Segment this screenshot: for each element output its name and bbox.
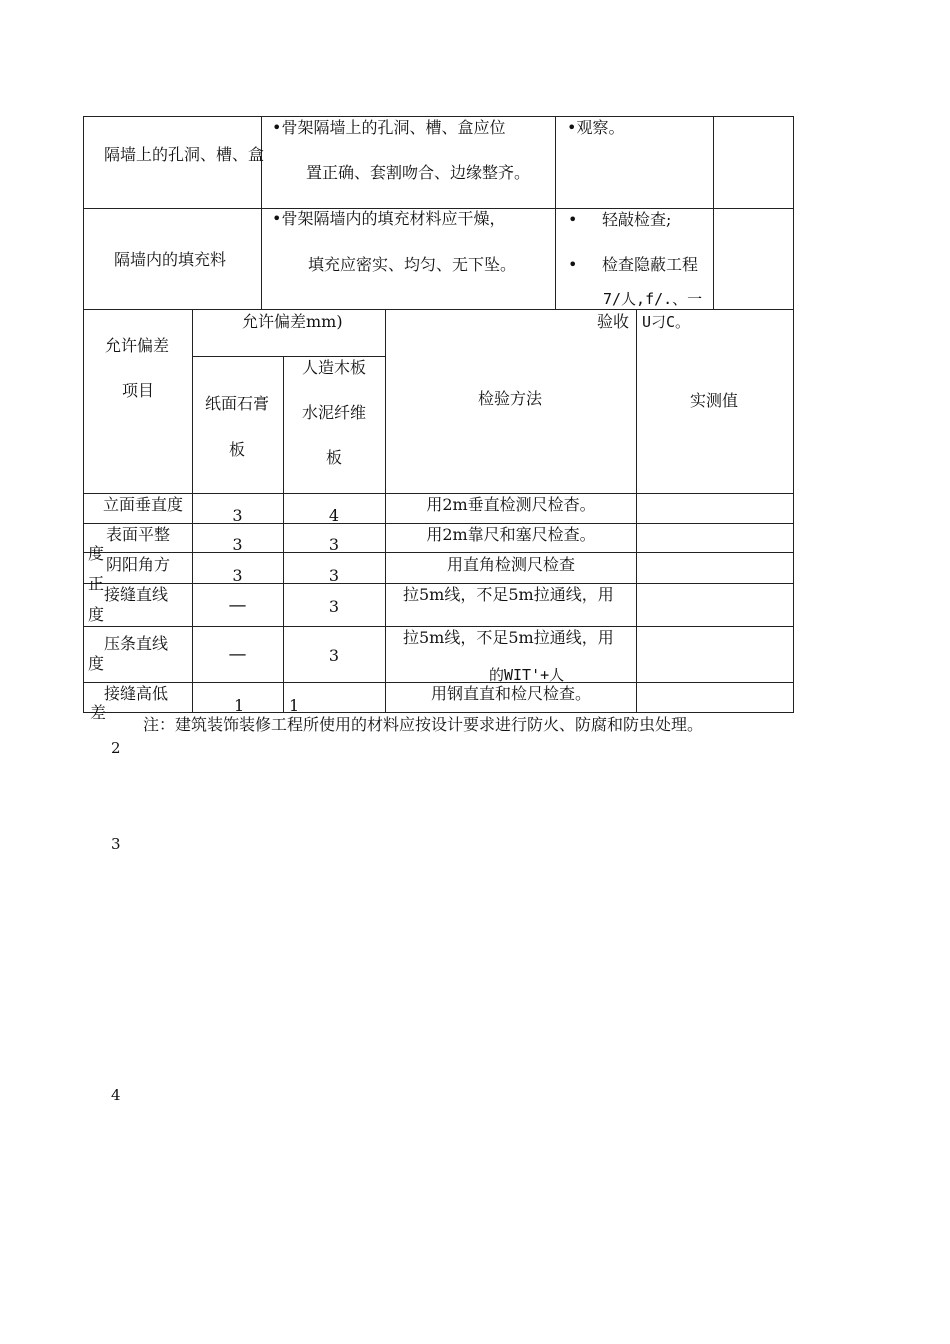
method-line: 7/人,f/.、一 bbox=[603, 290, 703, 308]
row-wood: 3 bbox=[328, 535, 340, 554]
rule bbox=[83, 626, 794, 627]
row-method: 拉5m线，不足5m拉通线，用 bbox=[403, 628, 614, 647]
header-gypsum: 纸面石膏 bbox=[205, 394, 270, 413]
requirement-line: •骨架隔墙内的填充材料应干燥， bbox=[272, 209, 506, 228]
rule bbox=[636, 309, 637, 713]
method-line: •观察。 bbox=[567, 118, 625, 137]
requirement-line: 填充应密实、均匀、无下坠。 bbox=[308, 255, 517, 274]
row-item-label-2: 度 bbox=[88, 544, 105, 563]
row-item-label: 立面垂直度 bbox=[103, 495, 184, 514]
requirement-line: 置正确、套割吻合、边缘整齐。 bbox=[306, 163, 531, 182]
header-wood: 板 bbox=[326, 448, 343, 467]
header-measured-fragment: U刁C。 bbox=[642, 313, 691, 331]
rule bbox=[83, 712, 794, 713]
row-item: 接缝直线 bbox=[104, 585, 169, 604]
row-gypsum: — bbox=[228, 644, 247, 665]
row-item-label: 阴阳角方 bbox=[106, 555, 171, 574]
rule bbox=[713, 116, 714, 309]
row-item-label-2: 正 bbox=[88, 574, 105, 593]
header-tolerance: 允许偏差mm) bbox=[242, 312, 343, 331]
row-method-2: 的WIT'+人 bbox=[489, 666, 565, 684]
row-item-label: 表面平整 bbox=[106, 525, 171, 544]
rule bbox=[192, 356, 386, 357]
row-wood: 3 bbox=[328, 646, 340, 665]
row-method: 用2m垂直检测尺检杳。 bbox=[426, 495, 596, 514]
row-wood: 3 bbox=[328, 597, 340, 616]
row-method: 拉5m线，不足5m拉通线，用 bbox=[403, 585, 614, 604]
page-number: 3 bbox=[111, 835, 121, 853]
item-holes: 隔墙上的孔洞、槽、盒 bbox=[104, 145, 265, 164]
row-item-label: 接缝高低 bbox=[104, 684, 169, 703]
row-gypsum: 3 bbox=[232, 566, 243, 585]
row-gypsum: — bbox=[228, 595, 247, 616]
row-method: 用2m靠尺和塞尺检查。 bbox=[426, 525, 596, 544]
row-wood: 3 bbox=[328, 566, 340, 585]
row-item bbox=[84, 524, 192, 563]
method-line: 轻敲检查; bbox=[602, 210, 672, 229]
header-gypsum: 板 bbox=[229, 440, 246, 459]
rule bbox=[793, 309, 794, 713]
row-item bbox=[84, 553, 192, 593]
header-method-fragment: 验收 bbox=[597, 312, 630, 331]
item-filling: 隔墙内的填充料 bbox=[114, 250, 227, 269]
page-number: 2 bbox=[111, 739, 121, 757]
row-method-2-wrap bbox=[386, 662, 636, 682]
header-measured: 实测值 bbox=[690, 391, 739, 410]
row-item bbox=[84, 683, 192, 722]
rule bbox=[83, 583, 794, 584]
header-wood: 水泥纤维 bbox=[302, 403, 367, 422]
bullet: • bbox=[568, 255, 578, 274]
rule bbox=[793, 116, 794, 309]
row-item bbox=[84, 494, 192, 523]
row-item-2: 度 bbox=[88, 605, 105, 624]
rule bbox=[83, 309, 794, 310]
header-wood: 人造木板 bbox=[302, 358, 367, 377]
row-wood: 1 bbox=[289, 696, 300, 715]
bullet: • bbox=[568, 210, 578, 229]
rule bbox=[83, 116, 84, 309]
row-item-2: 度 bbox=[88, 654, 105, 673]
row-gypsum: 3 bbox=[232, 506, 243, 525]
row-gypsum: 3 bbox=[232, 535, 243, 554]
header-item-top: 允许偏差 bbox=[105, 336, 170, 355]
requirement-line: •骨架隔墙上的孔洞、槽、盒应位 bbox=[272, 118, 506, 137]
header-item-bottom: 项目 bbox=[122, 381, 155, 400]
rule bbox=[555, 116, 556, 309]
row-item-label-2: 差 bbox=[90, 703, 107, 722]
rule bbox=[83, 116, 794, 117]
row-method: 用钢直直和检尺检查。 bbox=[430, 684, 591, 703]
row-method: 用直角检测尺检查 bbox=[446, 555, 575, 574]
row-gypsum: 1 bbox=[234, 696, 245, 715]
row-wood: 4 bbox=[328, 506, 340, 525]
method-line: 检查隐蔽工程 bbox=[602, 255, 699, 274]
row-item: 压条直线 bbox=[104, 634, 169, 653]
page-number: 4 bbox=[111, 1086, 121, 1104]
table-note: 注：建筑装饰装修工程所使用的材料应按设计要求进行防火、防腐和防虫处理。 bbox=[143, 715, 704, 734]
header-method: 检验方法 bbox=[478, 389, 543, 408]
